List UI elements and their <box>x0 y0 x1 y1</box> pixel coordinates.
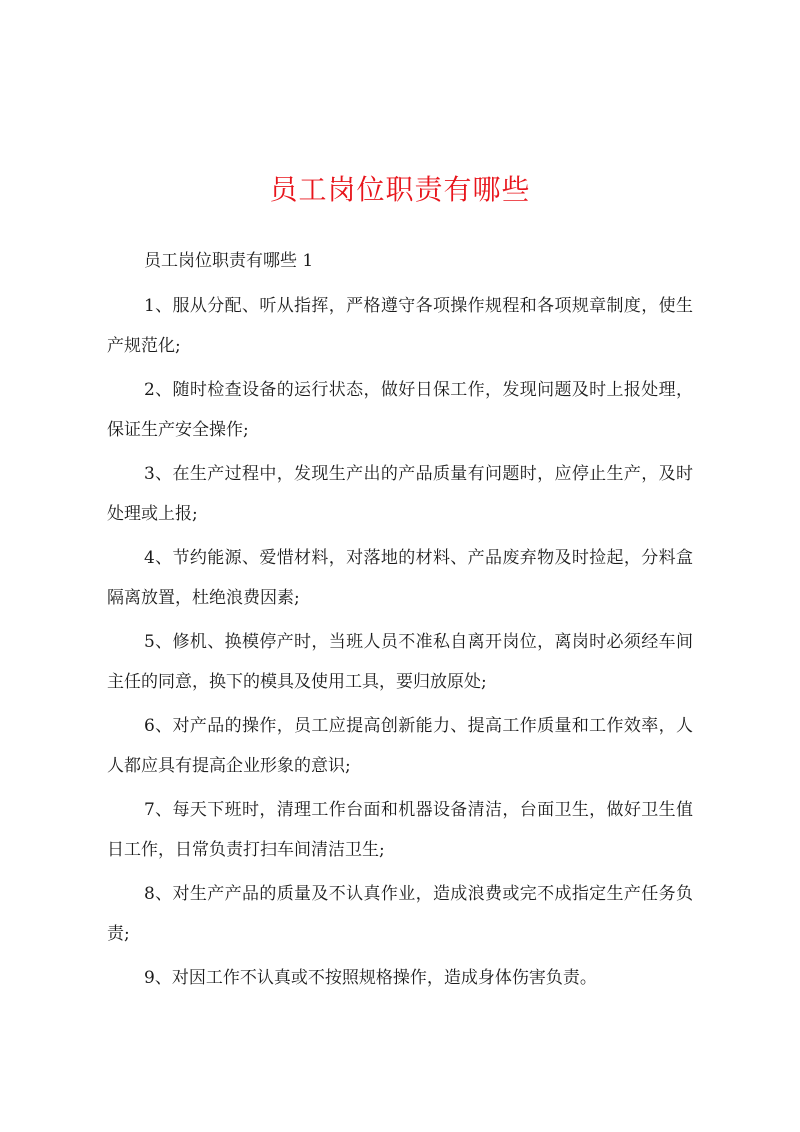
duty-item-3: 3、在生产过程中，发现生产出的产品质量有问题时，应停止生产，及时处理或上报; <box>107 464 693 524</box>
duty-item-5: 5、修机、换模停产时，当班人员不准私自离开岗位，离岗时必须经车间主任的同意，换下的模具及使用工具，要归放原处; <box>107 632 693 692</box>
document-body <box>107 241 693 1002</box>
duty-item-2: 2、随时检查设备的运行状态，做好日保工作，发现问题及时上报处理，保证生产安全操作; <box>107 380 693 440</box>
section-heading: 员工岗位职责有哪些 1 <box>144 251 314 271</box>
duty-item-8: 8、对生产产品的质量及不认真作业，造成浪费或完不成指定生产任务负责; <box>107 884 693 944</box>
duty-item-1: 1、服从分配、听从指挥，严格遵守各项操作规程和各项规章制度，使生产规范化; <box>107 296 693 356</box>
duty-item-4: 4、节约能源、爱惜材料，对落地的材料、产品废弃物及时捡起，分料盒隔离放置，杜绝浪费因素; <box>107 548 693 608</box>
document-title: 员工岗位职责有哪些 <box>269 173 531 206</box>
duty-item-9: 9、对因工作不认真或不按照规格操作，造成身体伤害负责。 <box>144 968 597 988</box>
duty-item-7: 7、每天下班时，清理工作台面和机器设备清洁，台面卫生，做好卫生值日工作，日常负责打扫车间清洁卫生; <box>107 800 693 860</box>
duty-item-6: 6、对产品的操作，员工应提高创新能力、提高工作质量和工作效率，人人都应具有提高企业形象的意识; <box>107 716 693 776</box>
